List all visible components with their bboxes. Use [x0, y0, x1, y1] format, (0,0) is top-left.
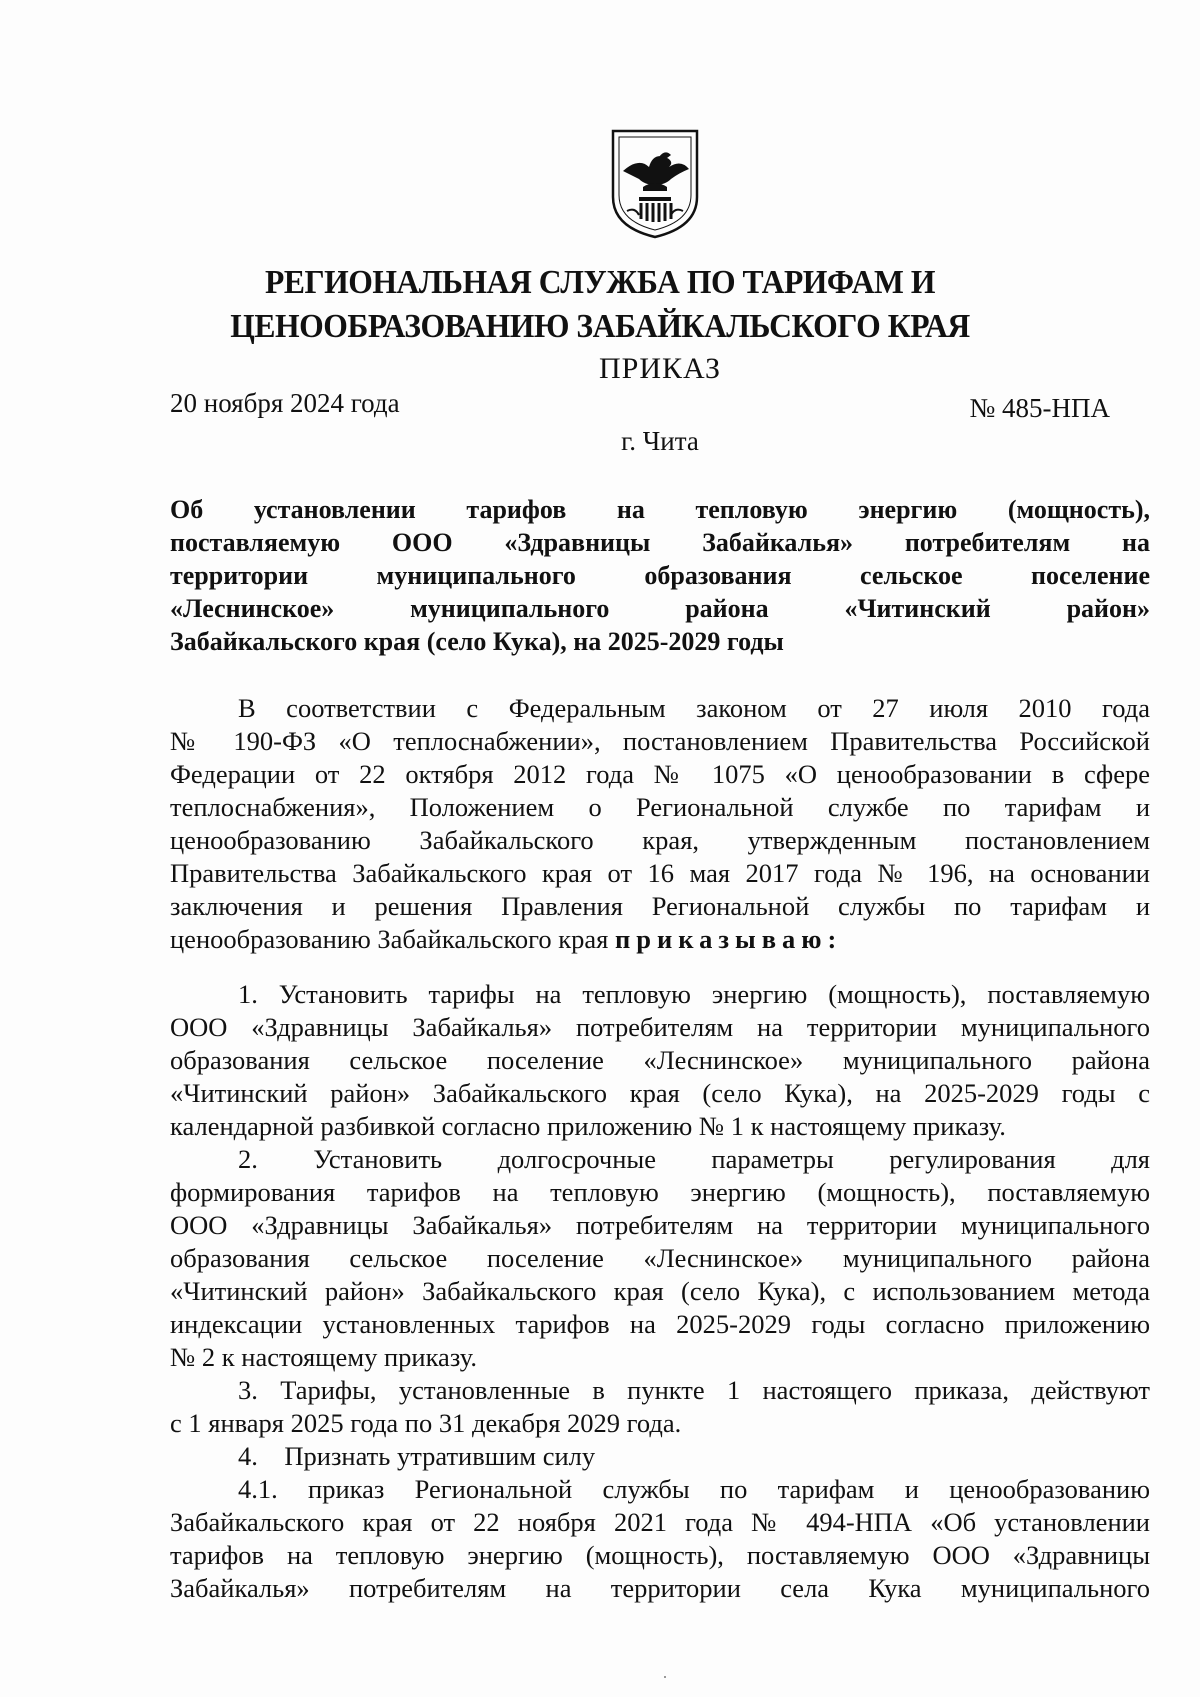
- item-line: календарной разбивкой согласно приложению № 1 к настоящему приказу.: [170, 1111, 1006, 1141]
- item-line: Забайкалья» потребителям на территории села Кука муниципального: [170, 1573, 1150, 1603]
- item-line: «Читинский район» Забайкальского края (село Кука), с использованием метода: [170, 1276, 1150, 1306]
- subject-line: «Леснинское» муниципального района «Читинский район»: [170, 594, 1150, 623]
- preamble-line: Правительства Забайкальского края от 16 мая 2017 года № 196, на основании: [170, 858, 1150, 888]
- document-number: № 485-НПА: [969, 393, 1110, 423]
- item-line: ООО «Здравницы Забайкалья» потребителям на территории муниципального: [170, 1210, 1150, 1240]
- item-line: образования сельское поселение «Леснинское» муниципального района: [170, 1243, 1150, 1273]
- preamble-line: ценообразованию Забайкальского края, утвержденным постановлением: [170, 825, 1150, 855]
- item-line: индексации установленных тарифов на 2025-2029 годы согласно приложению: [170, 1309, 1150, 1339]
- item-line: 2. Установить долгосрочные параметры регулирования для: [238, 1144, 1150, 1174]
- subject-line: поставляемую ООО «Здравницы Забайкалья» потребителям на: [170, 528, 1150, 557]
- item-line: «Читинский район» Забайкальского края (село Кука), на 2025-2029 годы с: [170, 1078, 1150, 1108]
- preamble-line: № 190-ФЗ «О теплоснабжении», постановлением Правительства Российской: [170, 726, 1150, 756]
- document-city: г. Чита: [621, 426, 699, 456]
- scan-dot: [664, 1676, 666, 1678]
- preamble-line: Федерации от 22 октября 2012 года № 1075 «О ценообразовании в сфере: [170, 759, 1150, 789]
- document-type: ПРИКАЗ: [599, 352, 721, 385]
- preamble-line: теплоснабжения», Положением о Региональной службе по тарифам и: [170, 792, 1150, 822]
- organization-name: [182, 261, 1019, 349]
- subject-line: Об установлении тарифов на тепловую энергию (мощность),: [170, 495, 1150, 524]
- item-line: тарифов на тепловую энергию (мощность), поставляемую ООО «Здравницы: [170, 1540, 1150, 1570]
- preamble-line: [170, 923, 1150, 956]
- item-line: образования сельское поселение «Леснинское» муниципального района: [170, 1045, 1150, 1075]
- document-date: 20 ноября 2024 года: [170, 388, 400, 418]
- coat-of-arms-icon: [609, 127, 701, 241]
- preamble-line-text: ценообразованию Забайкальского края: [170, 924, 615, 954]
- subject-line: Забайкальского края (село Кука), на 2025-2029 годы: [170, 627, 784, 656]
- item-line: 4. Признать утратившим силу: [238, 1441, 596, 1471]
- item-line: 1. Установить тарифы на тепловую энергию (мощность), поставляемую: [238, 979, 1150, 1009]
- item-line: 4.1. приказ Региональной службы по тарифам и ценообразованию: [238, 1474, 1150, 1504]
- item-line: № 2 к настоящему приказу.: [170, 1342, 477, 1372]
- preamble-line: заключения и решения Правления Региональной службы по тарифам и: [170, 891, 1150, 921]
- organization-line: РЕГИОНАЛЬНАЯ СЛУЖБА ПО ТАРИФАМ И: [265, 264, 935, 301]
- order-items: [170, 978, 1150, 1605]
- item-line: формирования тарифов на тепловую энергию (мощность), поставляемую: [170, 1177, 1150, 1207]
- preamble-line: В соответствии с Федеральным законом от 27 июля 2010 года: [238, 693, 1150, 723]
- item-line: 3. Тарифы, установленные в пункте 1 настоящего приказа, действуют: [238, 1375, 1150, 1405]
- order-word: приказываю:: [614, 924, 843, 954]
- item-line: ООО «Здравницы Забайкалья» потребителям на территории муниципального: [170, 1012, 1150, 1042]
- organization-line: ЦЕНООБРАЗОВАНИЮ ЗАБАЙКАЛЬСКОГО КРАЯ: [230, 308, 970, 345]
- document-subject: [170, 493, 1150, 658]
- item-line: Забайкальского края от 22 ноября 2021 года № 494-НПА «Об установлении: [170, 1507, 1150, 1537]
- preamble: [170, 692, 1150, 956]
- item-line: с 1 января 2025 года по 31 декабря 2029 года.: [170, 1408, 682, 1438]
- subject-line: территории муниципального образования сельское поселение: [170, 561, 1150, 590]
